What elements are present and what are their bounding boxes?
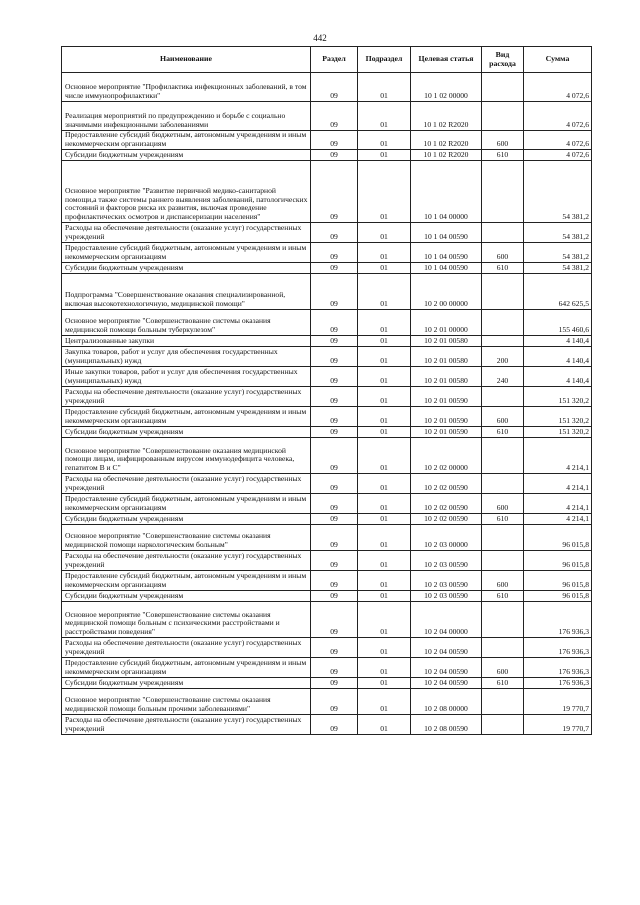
- row-target-cell: 10 1 04 00590: [411, 263, 482, 274]
- row-subsection-cell: 01: [358, 715, 411, 735]
- row-expense-type-cell: 600: [482, 243, 524, 263]
- row-amount-cell: 54 381,2: [524, 223, 592, 243]
- row-name-cell: Предоставление субсидий бюджетным, автономным учреждениям и иным некоммерческим организациям: [62, 131, 311, 150]
- row-amount-cell: 54 381,2: [524, 263, 592, 274]
- row-amount-cell: 96 015,8: [524, 571, 592, 591]
- table-row: [62, 658, 592, 678]
- row-section-cell: 09: [311, 243, 358, 263]
- table-row: [62, 427, 592, 438]
- row-section-cell: 09: [311, 525, 358, 551]
- row-subsection-cell: 01: [358, 571, 411, 591]
- row-target-cell: 10 2 02 00590: [411, 514, 482, 525]
- table-row: [62, 367, 592, 387]
- row-expense-type-cell: 600: [482, 494, 524, 514]
- row-target-cell: 10 1 02 R2020: [411, 131, 482, 150]
- row-amount-cell: 151 320,2: [524, 387, 592, 407]
- row-name-cell: Субсидии бюджетным учреждениям: [62, 514, 311, 525]
- row-section-cell: 09: [311, 591, 358, 602]
- row-section-cell: 09: [311, 223, 358, 243]
- header-amount: Сумма: [524, 47, 592, 73]
- row-subsection-cell: 01: [358, 150, 411, 161]
- row-name-cell: Расходы на обеспечение деятельности (оказание услуг) государственных учреждений: [62, 551, 311, 571]
- row-subsection-cell: 01: [358, 73, 411, 102]
- table-row: [62, 689, 592, 715]
- row-section-cell: 09: [311, 102, 358, 131]
- row-subsection-cell: 01: [358, 474, 411, 494]
- row-section-cell: 09: [311, 274, 358, 310]
- row-target-cell: 10 2 01 00590: [411, 407, 482, 427]
- row-subsection-cell: 01: [358, 602, 411, 638]
- row-section-cell: 09: [311, 514, 358, 525]
- table-row: [62, 591, 592, 602]
- row-section-cell: 09: [311, 73, 358, 102]
- row-subsection-cell: 01: [358, 514, 411, 525]
- row-expense-type-cell: 610: [482, 427, 524, 438]
- row-expense-type-cell: 200: [482, 347, 524, 367]
- row-subsection-cell: 01: [358, 243, 411, 263]
- row-section-cell: 09: [311, 494, 358, 514]
- row-target-cell: 10 2 01 00000: [411, 310, 482, 336]
- row-amount-cell: 176 936,3: [524, 678, 592, 689]
- row-expense-type-cell: 600: [482, 571, 524, 591]
- row-section-cell: 09: [311, 407, 358, 427]
- row-expense-type-cell: 600: [482, 658, 524, 678]
- row-amount-cell: 54 381,2: [524, 243, 592, 263]
- row-target-cell: 10 2 04 00590: [411, 658, 482, 678]
- row-subsection-cell: 01: [358, 678, 411, 689]
- row-subsection-cell: 01: [358, 263, 411, 274]
- row-subsection-cell: 01: [358, 494, 411, 514]
- table-row: [62, 438, 592, 474]
- table-row: [62, 514, 592, 525]
- row-amount-cell: 4 072,6: [524, 73, 592, 102]
- row-expense-type-cell: [482, 551, 524, 571]
- row-target-cell: 10 2 02 00590: [411, 494, 482, 514]
- row-name-cell: Основное мероприятие "Совершенствование системы оказания медицинской помощи больным туберкулезом": [62, 310, 311, 336]
- row-target-cell: 10 1 04 00000: [411, 161, 482, 223]
- table-row: [62, 336, 592, 347]
- row-subsection-cell: 01: [358, 658, 411, 678]
- row-section-cell: 09: [311, 602, 358, 638]
- row-amount-cell: 54 381,2: [524, 161, 592, 223]
- row-name-cell: Предоставление субсидий бюджетным, автономным учреждениям и иным некоммерческим организациям: [62, 658, 311, 678]
- table-row: [62, 678, 592, 689]
- row-expense-type-cell: [482, 689, 524, 715]
- row-amount-cell: 96 015,8: [524, 551, 592, 571]
- row-target-cell: 10 2 01 00580: [411, 347, 482, 367]
- row-target-cell: 10 2 00 00000: [411, 274, 482, 310]
- row-expense-type-cell: [482, 602, 524, 638]
- row-section-cell: 09: [311, 427, 358, 438]
- table-row: [62, 474, 592, 494]
- row-target-cell: 10 2 03 00590: [411, 571, 482, 591]
- budget-table: [61, 46, 592, 735]
- row-section-cell: 09: [311, 551, 358, 571]
- row-expense-type-cell: [482, 474, 524, 494]
- table-row: [62, 571, 592, 591]
- table-row: [62, 715, 592, 735]
- page-number: 442: [313, 33, 327, 43]
- row-amount-cell: 176 936,3: [524, 638, 592, 658]
- row-amount-cell: 4 140,4: [524, 336, 592, 347]
- row-name-cell: Реализация мероприятий по предупреждению и борьбе с социально значимыми инфекционными заболеваниями: [62, 102, 311, 131]
- row-target-cell: 10 2 04 00000: [411, 602, 482, 638]
- row-section-cell: 09: [311, 367, 358, 387]
- row-amount-cell: 19 770,7: [524, 715, 592, 735]
- row-target-cell: 10 2 01 00580: [411, 367, 482, 387]
- table-row: [62, 274, 592, 310]
- header-row: [62, 47, 592, 73]
- row-section-cell: 09: [311, 161, 358, 223]
- table-row: [62, 223, 592, 243]
- row-subsection-cell: 01: [358, 161, 411, 223]
- row-section-cell: 09: [311, 638, 358, 658]
- header-subsection: Подраздел: [358, 47, 411, 73]
- row-name-cell: Предоставление субсидий бюджетным, автономным учреждениям и иным некоммерческим организациям: [62, 494, 311, 514]
- table-row: [62, 263, 592, 274]
- row-amount-cell: 151 320,2: [524, 407, 592, 427]
- header-name: Наименование: [62, 47, 311, 73]
- row-amount-cell: 4 072,6: [524, 131, 592, 150]
- table-row: [62, 494, 592, 514]
- row-name-cell: Основное мероприятие "Совершенствование системы оказания медицинской помощи больным прочими заболеваниями": [62, 689, 311, 715]
- header-expense-type: Вид расхода: [482, 47, 524, 73]
- table-body: [62, 73, 592, 735]
- row-amount-cell: 4 214,1: [524, 494, 592, 514]
- row-name-cell: Закупка товаров, работ и услуг для обеспечения государственных (муниципальных) нужд: [62, 347, 311, 367]
- row-amount-cell: 176 936,3: [524, 658, 592, 678]
- row-name-cell: Субсидии бюджетным учреждениям: [62, 427, 311, 438]
- row-target-cell: 10 2 04 00590: [411, 678, 482, 689]
- row-amount-cell: 151 320,2: [524, 427, 592, 438]
- row-section-cell: 09: [311, 131, 358, 150]
- table-row: [62, 602, 592, 638]
- row-target-cell: 10 2 04 00590: [411, 638, 482, 658]
- row-name-cell: Субсидии бюджетным учреждениям: [62, 150, 311, 161]
- row-expense-type-cell: [482, 387, 524, 407]
- row-expense-type-cell: [482, 715, 524, 735]
- row-name-cell: Основное мероприятие "Развитие первичной медико-санитарной помощи,а также системы раннего выявления заболеваний, патологических состояний и факторов риска их развития, включая проведение профилактических осмотров и диспансеризации населения": [62, 161, 311, 223]
- row-section-cell: 09: [311, 474, 358, 494]
- row-target-cell: 10 2 03 00590: [411, 591, 482, 602]
- row-name-cell: Иные закупки товаров, работ и услуг для обеспечения государственных (муниципальных) нужд: [62, 367, 311, 387]
- row-expense-type-cell: [482, 102, 524, 131]
- row-amount-cell: 4 140,4: [524, 347, 592, 367]
- row-target-cell: 10 1 02 R2020: [411, 102, 482, 131]
- row-name-cell: Расходы на обеспечение деятельности (оказание услуг) государственных учреждений: [62, 638, 311, 658]
- row-target-cell: 10 1 02 00000: [411, 73, 482, 102]
- row-subsection-cell: 01: [358, 525, 411, 551]
- row-amount-cell: 4 214,1: [524, 438, 592, 474]
- row-name-cell: Основное мероприятие "Совершенствование оказания медицинской помощи лицам, инфицированным вирусом иммунодефицита человека, гепатитом В и С": [62, 438, 311, 474]
- row-name-cell: Централизованные закупки: [62, 336, 311, 347]
- row-amount-cell: 4 072,6: [524, 102, 592, 131]
- row-target-cell: 10 2 01 00590: [411, 387, 482, 407]
- row-expense-type-cell: [482, 73, 524, 102]
- row-target-cell: 10 1 02 R2020: [411, 150, 482, 161]
- row-section-cell: 09: [311, 336, 358, 347]
- row-section-cell: 09: [311, 150, 358, 161]
- row-expense-type-cell: [482, 336, 524, 347]
- row-section-cell: 09: [311, 658, 358, 678]
- row-expense-type-cell: 610: [482, 150, 524, 161]
- row-subsection-cell: 01: [358, 591, 411, 602]
- row-section-cell: 09: [311, 347, 358, 367]
- row-expense-type-cell: 610: [482, 263, 524, 274]
- row-expense-type-cell: [482, 274, 524, 310]
- row-target-cell: 10 2 08 00000: [411, 689, 482, 715]
- table-row: [62, 150, 592, 161]
- row-name-cell: Основное мероприятие "Совершенствование системы оказания медицинской помощи наркологическим больным": [62, 525, 311, 551]
- table-row: [62, 310, 592, 336]
- row-name-cell: Субсидии бюджетным учреждениям: [62, 591, 311, 602]
- row-target-cell: 10 1 04 00590: [411, 223, 482, 243]
- table-row: [62, 387, 592, 407]
- row-expense-type-cell: 610: [482, 514, 524, 525]
- row-target-cell: 10 2 03 00590: [411, 551, 482, 571]
- row-name-cell: Расходы на обеспечение деятельности (оказание услуг) государственных учреждений: [62, 387, 311, 407]
- row-name-cell: Предоставление субсидий бюджетным, автономным учреждениям и иным некоммерческим организациям: [62, 243, 311, 263]
- row-expense-type-cell: 610: [482, 591, 524, 602]
- table-row: [62, 551, 592, 571]
- row-subsection-cell: 01: [358, 438, 411, 474]
- table-row: [62, 131, 592, 150]
- row-target-cell: 10 2 01 00580: [411, 336, 482, 347]
- table-row: [62, 102, 592, 131]
- row-name-cell: Расходы на обеспечение деятельности (оказание услуг) государственных учреждений: [62, 715, 311, 735]
- row-target-cell: 10 2 03 00000: [411, 525, 482, 551]
- row-expense-type-cell: 600: [482, 131, 524, 150]
- row-amount-cell: 176 936,3: [524, 602, 592, 638]
- row-name-cell: Расходы на обеспечение деятельности (оказание услуг) государственных учреждений: [62, 223, 311, 243]
- header-section: Раздел: [311, 47, 358, 73]
- row-subsection-cell: 01: [358, 131, 411, 150]
- row-name-cell: Расходы на обеспечение деятельности (оказание услуг) государственных учреждений: [62, 474, 311, 494]
- header-target: Целевая статья: [411, 47, 482, 73]
- row-expense-type-cell: [482, 638, 524, 658]
- row-name-cell: Основное мероприятие "Профилактика инфекционных заболеваний, в том числе иммунопрофилактики": [62, 73, 311, 102]
- row-amount-cell: 96 015,8: [524, 525, 592, 551]
- row-expense-type-cell: [482, 525, 524, 551]
- row-subsection-cell: 01: [358, 102, 411, 131]
- row-expense-type-cell: [482, 223, 524, 243]
- row-target-cell: 10 2 02 00000: [411, 438, 482, 474]
- row-target-cell: 10 2 08 00590: [411, 715, 482, 735]
- row-subsection-cell: 01: [358, 310, 411, 336]
- table-row: [62, 638, 592, 658]
- row-amount-cell: 19 770,7: [524, 689, 592, 715]
- row-section-cell: 09: [311, 689, 358, 715]
- row-section-cell: 09: [311, 571, 358, 591]
- row-name-cell: Подпрограмма "Совершенствование оказания специализированной, включая высокотехнологичную, медицинской помощи": [62, 274, 311, 310]
- row-name-cell: Предоставление субсидий бюджетным, автономным учреждениям и иным некоммерческим организациям: [62, 571, 311, 591]
- row-expense-type-cell: 240: [482, 367, 524, 387]
- row-expense-type-cell: [482, 310, 524, 336]
- row-amount-cell: 155 460,6: [524, 310, 592, 336]
- row-name-cell: Субсидии бюджетным учреждениям: [62, 678, 311, 689]
- row-section-cell: 09: [311, 310, 358, 336]
- table-row: [62, 73, 592, 102]
- table-row: [62, 243, 592, 263]
- row-name-cell: Основное мероприятие "Совершенствование системы оказания медицинской помощи больным с психическими расстройствами и расстройствами поведения": [62, 602, 311, 638]
- table-row: [62, 525, 592, 551]
- row-subsection-cell: 01: [358, 407, 411, 427]
- row-subsection-cell: 01: [358, 689, 411, 715]
- row-target-cell: 10 2 02 00590: [411, 474, 482, 494]
- row-subsection-cell: 01: [358, 427, 411, 438]
- row-name-cell: Предоставление субсидий бюджетным, автономным учреждениям и иным некоммерческим организациям: [62, 407, 311, 427]
- row-expense-type-cell: [482, 438, 524, 474]
- table-row: [62, 407, 592, 427]
- row-section-cell: 09: [311, 438, 358, 474]
- table-row: [62, 347, 592, 367]
- row-subsection-cell: 01: [358, 274, 411, 310]
- row-subsection-cell: 01: [358, 387, 411, 407]
- row-amount-cell: 4 214,1: [524, 514, 592, 525]
- row-section-cell: 09: [311, 715, 358, 735]
- row-subsection-cell: 01: [358, 551, 411, 571]
- row-amount-cell: 96 015,8: [524, 591, 592, 602]
- row-amount-cell: 642 625,5: [524, 274, 592, 310]
- row-expense-type-cell: 600: [482, 407, 524, 427]
- row-section-cell: 09: [311, 678, 358, 689]
- row-expense-type-cell: [482, 161, 524, 223]
- row-section-cell: 09: [311, 263, 358, 274]
- row-target-cell: 10 1 04 00590: [411, 243, 482, 263]
- row-expense-type-cell: 610: [482, 678, 524, 689]
- row-subsection-cell: 01: [358, 638, 411, 658]
- row-section-cell: 09: [311, 387, 358, 407]
- row-name-cell: Субсидии бюджетным учреждениям: [62, 263, 311, 274]
- row-subsection-cell: 01: [358, 347, 411, 367]
- row-subsection-cell: 01: [358, 367, 411, 387]
- row-amount-cell: 4 140,4: [524, 367, 592, 387]
- table-row: [62, 161, 592, 223]
- row-subsection-cell: 01: [358, 223, 411, 243]
- row-target-cell: 10 2 01 00590: [411, 427, 482, 438]
- row-amount-cell: 4 214,1: [524, 474, 592, 494]
- row-subsection-cell: 01: [358, 336, 411, 347]
- row-amount-cell: 4 072,6: [524, 150, 592, 161]
